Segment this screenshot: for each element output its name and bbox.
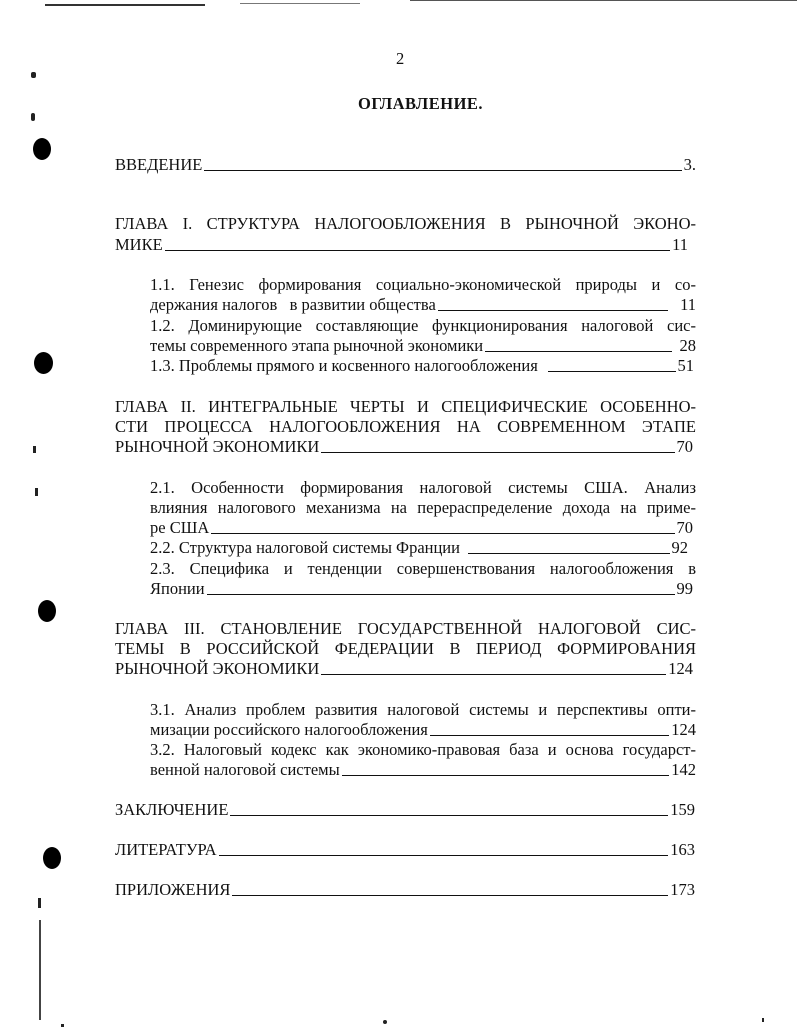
punch-hole [38, 600, 56, 622]
toc-page: 11 [680, 295, 696, 314]
toc-label: 1.3. Проблемы прямого и косвенного налогообложения [150, 356, 538, 375]
chapter-2-heading-line1[interactable]: ГЛАВА II. ИНТЕГРАЛЬНЫЕ ЧЕРТЫ И СПЕЦИФИЧЕСКИЕ ОСОБЕННО- [115, 397, 696, 416]
toc-leader [211, 532, 674, 534]
toc-label: ВВЕДЕНИЕ [115, 155, 203, 174]
section-3-2-line1[interactable]: 3.2. Налоговый кодекс как экономико-правовая база и основа государст- [150, 740, 696, 759]
punch-hole [34, 352, 53, 374]
toc-entry-chapter-2[interactable] [115, 437, 693, 457]
scan-speck [31, 72, 36, 78]
toc-label: мизации российского налогообложения [150, 720, 428, 739]
toc-entry-section-1-3[interactable] [150, 356, 694, 376]
toc-label: 2.2. Структура налоговой системы Франции [150, 538, 460, 557]
toc-label: темы современного этапа рыночной экономики [150, 336, 484, 355]
toc-page: 92 [671, 538, 688, 557]
toc-entry-chapter-1[interactable] [115, 235, 688, 255]
toc-leader [485, 350, 671, 352]
toc-label: ЗАКЛЮЧЕНИЕ [115, 800, 229, 819]
chapter-3-heading-line2[interactable]: ТЕМЫ В РОССИЙСКОЙ ФЕДЕРАЦИИ В ПЕРИОД ФОРМИРОВАНИЯ [115, 639, 696, 658]
toc-label: держания налогов в развитии общества [150, 295, 436, 314]
toc-label: ре США [150, 518, 210, 537]
chapter-3-heading-line1[interactable]: ГЛАВА III. СТАНОВЛЕНИЕ ГОСУДАРСТВЕННОЙ НАЛОГОВОЙ СИС- [115, 619, 696, 638]
toc-entry-appendices[interactable] [115, 880, 695, 900]
section-2-1-line1[interactable]: 2.1. Особенности формирования налоговой системы США. Анализ [150, 478, 696, 497]
toc-label: РЫНОЧНОЙ ЭКОНОМИКИ [115, 659, 320, 678]
toc-leader [342, 774, 670, 776]
scan-speck [383, 1020, 387, 1024]
toc-label: ЛИТЕРАТУРА [115, 840, 217, 859]
scan-speck [31, 113, 35, 121]
toc-page: 124 [671, 720, 696, 739]
punch-hole [43, 847, 61, 869]
scan-top-edge [45, 4, 205, 6]
toc-entry-chapter-3[interactable] [115, 659, 693, 679]
toc-leader [165, 249, 670, 251]
toc-entry-section-1-1[interactable] [150, 295, 696, 315]
toc-leader [232, 894, 668, 896]
toc-label: РЫНОЧНОЙ ЭКОНОМИКИ [115, 437, 320, 456]
toc-label: МИКЕ [115, 235, 163, 254]
scan-speck [39, 920, 41, 1020]
toc-leader [321, 451, 674, 453]
section-1-1-line1[interactable]: 1.1. Генезис формирования социально-экономической природы и со- [150, 275, 696, 294]
toc-leader [204, 169, 681, 171]
scan-top-edge-mid [240, 3, 360, 4]
punch-hole [33, 138, 51, 160]
toc-entry-conclusion[interactable] [115, 800, 695, 820]
toc-leader [219, 854, 669, 856]
toc-entry-section-3-2[interactable] [150, 760, 696, 780]
toc-entry-section-3-1[interactable] [150, 720, 696, 740]
scan-speck [33, 446, 36, 453]
page-number: 2 [396, 49, 405, 68]
toc-page: 124 [668, 659, 693, 678]
toc-leader [548, 370, 676, 372]
toc-page: 142 [671, 760, 696, 779]
toc-entry-section-2-3[interactable] [150, 579, 693, 599]
scan-speck [35, 488, 38, 496]
toc-leader [230, 814, 668, 816]
toc-label: ПРИЛОЖЕНИЯ [115, 880, 231, 899]
section-2-3-line1[interactable]: 2.3. Специфика и тенденции совершенствования налогообложения в [150, 559, 696, 578]
toc-entry-section-1-2[interactable] [150, 336, 696, 356]
toc-page: 99 [676, 579, 693, 598]
toc-page: 159 [670, 800, 695, 819]
chapter-1-heading-line1[interactable]: ГЛАВА I. СТРУКТУРА НАЛОГООБЛОЖЕНИЯ В РЫНОЧНОЙ ЭКОНО- [115, 214, 696, 233]
toc-page: 173 [670, 880, 695, 899]
toc-entry-section-2-1[interactable] [150, 518, 693, 538]
scan-speck [61, 1024, 64, 1027]
page-title: ОГЛАВЛЕНИЕ. [358, 94, 484, 113]
toc-entry-intro[interactable] [115, 155, 696, 175]
toc-leader [207, 593, 675, 595]
toc-entry-section-2-2[interactable] [150, 538, 688, 558]
section-3-1-line1[interactable]: 3.1. Анализ проблем развития налоговой системы и перспективы опти- [150, 700, 696, 719]
scan-speck [38, 898, 41, 908]
toc-page: 70 [676, 437, 693, 456]
toc-entry-literature[interactable] [115, 840, 695, 860]
toc-leader [468, 552, 670, 554]
scan-top-edge-right [410, 0, 797, 1]
toc-leader [430, 734, 669, 736]
toc-leader [321, 673, 666, 675]
toc-page: 3. [683, 155, 696, 174]
toc-label: Японии [150, 579, 205, 598]
toc-leader [438, 309, 668, 311]
scan-speck [762, 1018, 764, 1022]
section-2-1-line2[interactable]: влияния налогового механизма на перераспределение дохода на приме- [150, 498, 696, 517]
chapter-2-heading-line2[interactable]: СТИ ПРОЦЕССА НАЛОГООБЛОЖЕНИЯ НА СОВРЕМЕННОМ ЭТАПЕ [115, 417, 696, 436]
toc-page: 51 [677, 356, 694, 375]
section-1-2-line1[interactable]: 1.2. Доминирующие составляющие функционирования налоговой сис- [150, 316, 696, 335]
toc-page: 11 [672, 235, 688, 254]
toc-page: 70 [676, 518, 693, 537]
toc-page: 163 [670, 840, 695, 859]
toc-page: 28 [679, 336, 696, 355]
toc-label: венной налоговой системы [150, 760, 340, 779]
